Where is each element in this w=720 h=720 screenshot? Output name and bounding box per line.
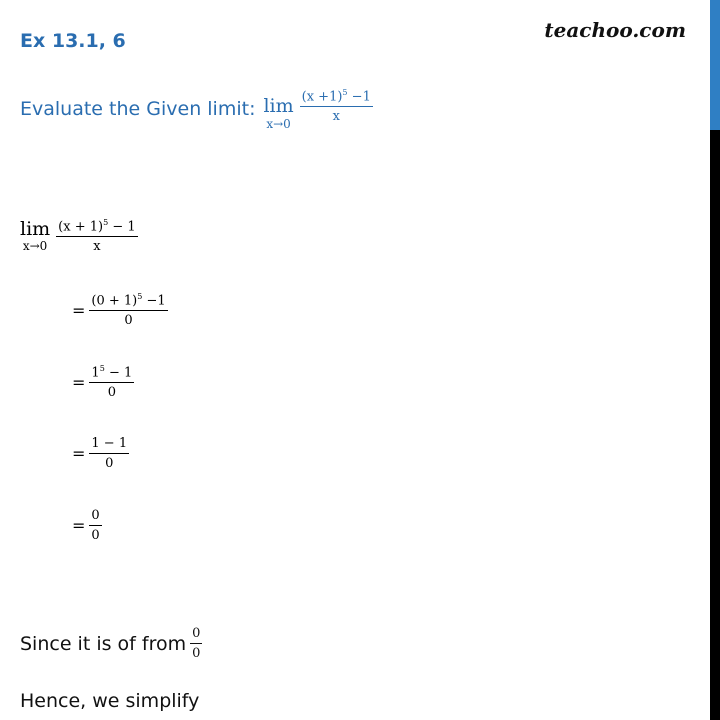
question-line xyxy=(20,88,373,131)
question-fraction xyxy=(300,88,373,124)
equals-sign: = xyxy=(72,372,86,392)
question-text: Evaluate the Given limit: xyxy=(20,98,256,120)
step-fraction xyxy=(89,292,167,328)
fraction-numerator: 0 xyxy=(190,626,202,644)
scrollbar-thumb[interactable] xyxy=(710,0,720,130)
fraction-numerator: $(x + 1)^5 - 1$ xyxy=(56,218,137,237)
limit-subscript: x→0 xyxy=(22,239,48,254)
fraction-denominator: 0 xyxy=(105,456,114,471)
lim-word: lim xyxy=(20,217,51,240)
solution-line-2 xyxy=(72,292,168,328)
fraction-denominator: x xyxy=(332,109,340,125)
equals-sign: = xyxy=(72,516,86,535)
brand-logo: teachoo.com xyxy=(544,18,686,42)
fraction-denominator: 0 xyxy=(124,313,133,329)
equals-sign: = xyxy=(72,444,86,463)
solution-line-4 xyxy=(72,436,129,471)
step-fraction xyxy=(89,508,101,543)
limit-subscript: x→0 xyxy=(266,116,291,131)
form-text: Since it is of from xyxy=(20,632,187,655)
limit-operator xyxy=(20,219,50,254)
step-fraction xyxy=(89,436,129,471)
fraction-numerator: $(x +1)^5 -1$ xyxy=(300,88,373,107)
fraction-denominator: 0 xyxy=(192,646,201,661)
lim-word: lim xyxy=(263,95,294,117)
solution-line-5 xyxy=(72,508,102,543)
step-fraction xyxy=(89,364,134,400)
exercise-label: Ex 13.1, 6 xyxy=(20,30,126,52)
fraction-denominator: 0 xyxy=(91,528,100,543)
equals-sign: = xyxy=(72,300,86,320)
solution-line-1 xyxy=(20,218,138,254)
fraction-denominator: 0 xyxy=(107,385,116,401)
fraction-numerator: 0 xyxy=(89,508,101,526)
fraction-numerator: $(0 + 1)^5 -1$ xyxy=(89,292,167,311)
form-fraction xyxy=(190,626,202,661)
step-fraction xyxy=(56,218,137,254)
indeterminate-form-note xyxy=(20,626,202,661)
limit-operator xyxy=(263,96,293,131)
fraction-denominator: x xyxy=(93,239,101,255)
fraction-numerator: $1^5 - 1$ xyxy=(89,364,134,383)
solution-line-3 xyxy=(72,364,134,400)
fraction-numerator: 1 − 1 xyxy=(89,436,129,454)
simplify-note: Hence, we simplify xyxy=(20,690,200,712)
